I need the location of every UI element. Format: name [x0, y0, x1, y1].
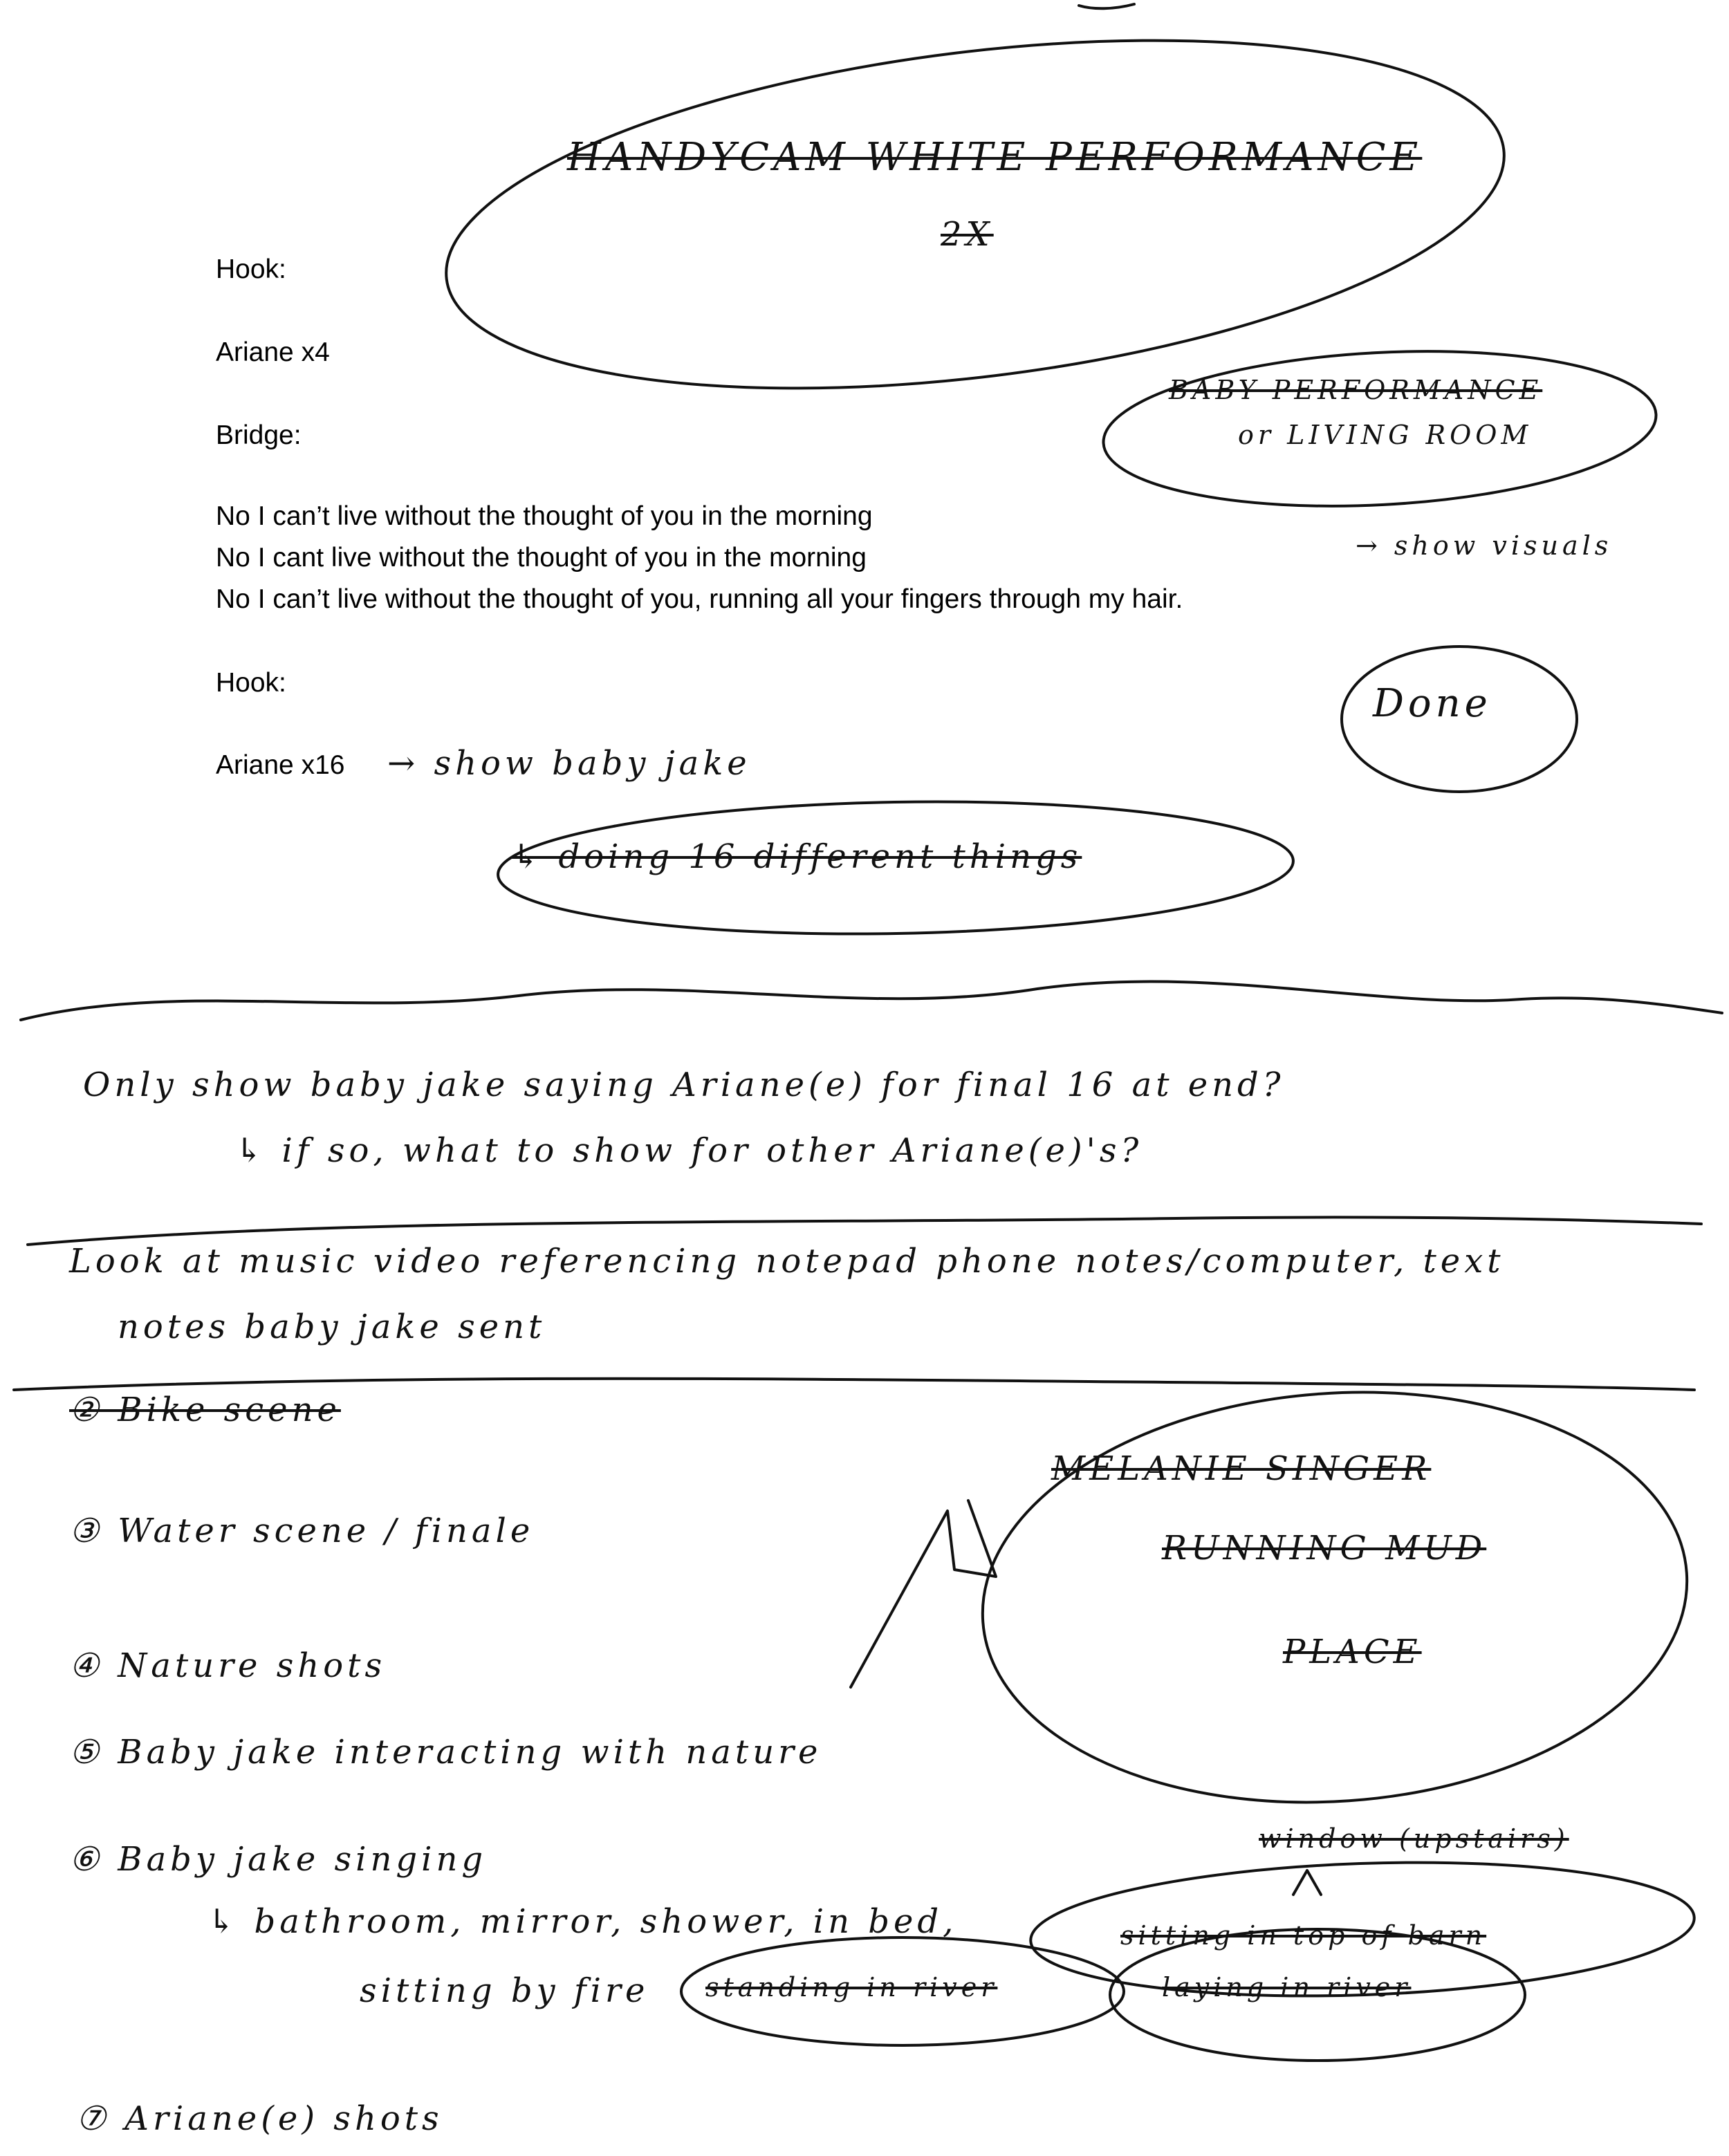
item-5: ⑤ Baby jake interacting with nature: [69, 1733, 822, 1772]
question-1-line-2: ↳ if so, what to show for other Ariane(e)'s?: [235, 1131, 1143, 1170]
look-at-note-line-1: Look at music video referencing notepad phone notes/computer, text: [69, 1242, 1505, 1281]
baby-performance-note-struck: BABY PERFORMANCE: [1169, 375, 1543, 405]
done-circle: [1342, 647, 1577, 792]
insert-caret: [1293, 1870, 1321, 1895]
item-6: ⑥ Baby jake singing: [69, 1840, 488, 1879]
show-visuals-note: → show visuals: [1356, 530, 1613, 561]
lyric-line-1: No I can’t live without the thought of you in the morning: [216, 501, 873, 531]
item-6-sub-1: ↳ bathroom, mirror, shower, in bed,: [207, 1902, 958, 1941]
ariane-x16-line: Ariane x16: [216, 750, 345, 780]
pointer-arrow: [851, 1500, 996, 1687]
done-note: Done: [1373, 681, 1492, 726]
scene-ideas-circle: [969, 1369, 1701, 1825]
top-divider-mark: [1079, 4, 1134, 8]
circle-note-struck-3: PLACE: [1283, 1633, 1422, 1671]
divider-line-3: [14, 1379, 1694, 1390]
hook-label-1: Hook:: [216, 254, 286, 284]
bridge-label: Bridge:: [216, 420, 302, 450]
item-4: ④ Nature shots: [69, 1646, 387, 1685]
item-2-struck: ② Bike scene: [69, 1391, 341, 1429]
laying-river-struck: laying in river: [1162, 1972, 1412, 2002]
lyric-line-2: No I cant live without the thought of you in the morning: [216, 543, 867, 573]
two-x-note-struck: 2X: [941, 215, 994, 254]
question-1-line-1: Only show baby jake saying Ariane(e) for final 16 at end?: [83, 1066, 1285, 1104]
divider-line-2: [28, 1217, 1701, 1245]
standing-river-struck: standing in river: [705, 1972, 998, 2002]
lyric-line-3: No I can’t live without the thought of you, running all your fingers through my hair.: [216, 584, 1183, 614]
living-room-note: or LIVING ROOM: [1238, 420, 1533, 450]
sitting-barn-struck: sitting in top of barn: [1120, 1920, 1487, 1951]
circle-note-struck-2: RUNNING MUD: [1162, 1529, 1487, 1568]
handycam-note-struck: HANDYCAM WHITE PERFORMANCE: [567, 135, 1423, 180]
look-at-note-line-2: notes baby jake sent: [118, 1308, 546, 1346]
sitting-barn-circle: [1028, 1852, 1696, 2006]
window-upstairs-struck: window (upstairs): [1259, 1823, 1569, 1854]
show-baby-jake-note: → show baby jake: [387, 744, 751, 783]
top-note-circle: [427, 0, 1524, 440]
standing-river-circle: [681, 1937, 1124, 2045]
hook-label-2: Hook:: [216, 668, 286, 698]
item-7: ⑦ Ariane(e) shots: [76, 2099, 443, 2138]
item-3: ③ Water scene / finale: [69, 1512, 535, 1550]
circle-note-struck-1: MELANIE SINGER: [1051, 1449, 1432, 1488]
living-room-circle: [1100, 338, 1660, 519]
wavy-divider: [21, 982, 1722, 1020]
item-6-sub-2: sitting by fire: [360, 1971, 649, 2010]
doing-16-circle: [497, 795, 1294, 940]
doing-16-note-struck: ↳ doing 16 different things: [512, 837, 1082, 876]
ariane-x4-line: Ariane x4: [216, 337, 330, 367]
